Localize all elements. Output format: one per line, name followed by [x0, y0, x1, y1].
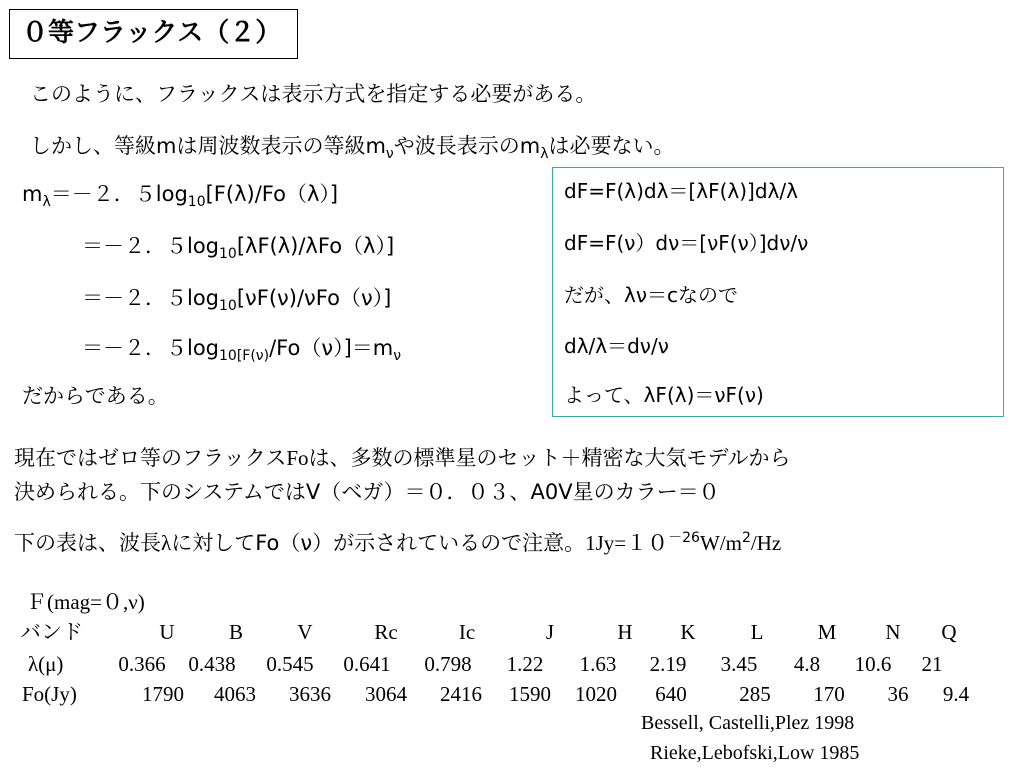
- flux-cell: 3636: [289, 682, 331, 706]
- formula-4-a: ＝－２．５log: [82, 336, 220, 360]
- body-line-3-hz: /Hz: [750, 531, 782, 555]
- formula-3-b: [νF(ν)/νFo（ν）]: [236, 286, 392, 310]
- formula-1-lhs: m: [22, 182, 43, 206]
- band-cell: U: [159, 620, 175, 644]
- formula-2-b: [λF(λ)/λFo（λ）]: [236, 234, 395, 258]
- flux-cell: 640: [655, 682, 687, 706]
- band-cell: B: [228, 620, 243, 644]
- band-cell: J: [545, 620, 555, 644]
- derivation-line-5: よって、λF(λ)＝νF(ν): [564, 383, 764, 407]
- derivation-box: [552, 167, 1004, 417]
- body-line-3-ten: １０: [626, 531, 669, 555]
- band-row-label: バンド: [20, 620, 83, 644]
- formula-4: [82, 334, 401, 362]
- intro-line-1: このように、フラックスは表示方式を指定する必要がある。: [30, 82, 597, 106]
- body-line-3: [14, 529, 781, 557]
- formula-conclusion: だからである。: [22, 384, 169, 408]
- formula-2-a: ＝－２．５log: [82, 234, 220, 258]
- body-line-1-a: 現在ではゼロ等のフラックス: [14, 446, 287, 470]
- body-line-3-exp: －26: [668, 530, 700, 546]
- wavelength-cell: 0.438: [188, 652, 236, 676]
- formula-1-a: ＝－２．５log: [50, 182, 188, 206]
- flux-cell: 170: [813, 682, 845, 706]
- flux-cell: 1020: [575, 682, 617, 706]
- flux-cell: 3064: [365, 682, 407, 706]
- band-cell: Rc: [374, 620, 398, 644]
- body-line-3-unit-sup: 2: [741, 530, 751, 546]
- wavelength-cell: 0.641: [343, 652, 391, 676]
- formula-2: [82, 232, 394, 260]
- formula-1-b: [F(λ)/Fo（λ）]: [205, 182, 339, 206]
- formula-3-a: ＝－２．５log: [82, 286, 220, 310]
- wavelength-cell: 0.798: [424, 652, 472, 676]
- zero-mag-flux-table: [0, 618, 1024, 710]
- flux-cell: 2416: [440, 682, 482, 706]
- intro-line-2-c: は必要ない。: [548, 134, 675, 158]
- band-cell: V: [297, 620, 313, 644]
- body-line-3-b: に対して: [171, 531, 256, 555]
- body-line-3-lambda: λ: [161, 531, 172, 555]
- band-cell: M: [817, 620, 837, 644]
- wavelength-cell: 4.8: [793, 652, 821, 676]
- intro-line-2: [30, 132, 675, 160]
- body-line-1-fo: Fo: [286, 446, 309, 470]
- body-line-3-c: が示されているので注意。: [333, 531, 586, 555]
- formula-4-sub: 10[F(ν): [219, 348, 270, 364]
- derivation-line-4: dλ/λ＝dν/ν: [564, 334, 669, 358]
- intro-nu-sub: ν: [385, 146, 394, 162]
- slide-title: ０等フラックス（２）: [9, 9, 298, 59]
- body-line-3-a: 下の表は、波長: [14, 531, 161, 555]
- band-cell: L: [750, 620, 764, 644]
- flux-cell: 4063: [214, 682, 256, 706]
- wavelength-cell: 3.45: [720, 652, 758, 676]
- intro-line-2-b: や波長表示のm: [393, 134, 541, 158]
- band-cell: H: [617, 620, 633, 644]
- intro-lambda-sub: λ: [540, 146, 549, 162]
- flux-cell: 1790: [142, 682, 184, 706]
- flux-cell: 285: [739, 682, 771, 706]
- derivation-line-1: dF=F(λ)dλ＝[λF(λ)]dλ/λ: [564, 179, 798, 203]
- flux-cell: 1590: [509, 682, 551, 706]
- band-cell: K: [680, 620, 696, 644]
- derivation-line-2: dF=F(ν）dν＝[νF(ν）]dν/ν: [564, 231, 809, 255]
- body-line-3-jy: 1Jy=: [585, 531, 627, 555]
- derivation-line-3: だが、λν＝cなので: [564, 283, 739, 307]
- flux-row-label: Fo(Jy): [22, 682, 77, 706]
- band-cell: Q: [941, 620, 957, 644]
- band-cell: Ic: [458, 620, 476, 644]
- body-line-1: [14, 444, 791, 472]
- wavelength-cell: 1.22: [506, 652, 544, 676]
- body-line-3-fo: Fo（ν）: [255, 531, 334, 555]
- flux-cell: 36: [887, 682, 909, 706]
- wavelength-cell: 0.366: [118, 652, 166, 676]
- wavelength-cell: 10.6: [854, 652, 892, 676]
- intro-line-2-a: しかし、等級mは周波数表示の等級m: [30, 134, 386, 158]
- body-line-3-unit: W/m: [699, 531, 742, 555]
- formula-1-sub: 10: [187, 194, 206, 210]
- band-cell: N: [885, 620, 901, 644]
- wavelength-cell: 1.63: [579, 652, 617, 676]
- formula-3: [82, 284, 391, 312]
- body-line-2: 決められる。下のシステムではV（ベガ）＝０．０３、A0V星のカラー＝０: [14, 480, 720, 504]
- reference-2: Rieke,Lebofski,Low 1985: [650, 742, 860, 764]
- wavelength-cell: 0.545: [266, 652, 314, 676]
- wavelength-cell: 2.19: [649, 652, 687, 676]
- formula-3-sub: 10: [219, 298, 237, 314]
- reference-1: Bessell, Castelli,Plez 1998: [641, 712, 855, 734]
- formula-2-sub: 10: [219, 246, 237, 262]
- wavelength-cell: 21: [921, 652, 943, 676]
- wavelength-row-label: λ(μ): [28, 652, 64, 676]
- formula-1-lhs-sub: λ: [42, 194, 51, 210]
- formula-1: [22, 180, 338, 208]
- formula-4-b: /Fo（ν）]＝m: [269, 336, 394, 360]
- formula-4-tail-sub: ν: [393, 348, 402, 364]
- flux-cell: 9.4: [942, 682, 970, 706]
- body-line-1-b: は、多数の標準星のセット＋精密な大気モデルから: [308, 446, 791, 470]
- table-caption: Ｆ(mag=０,ν): [26, 590, 145, 614]
